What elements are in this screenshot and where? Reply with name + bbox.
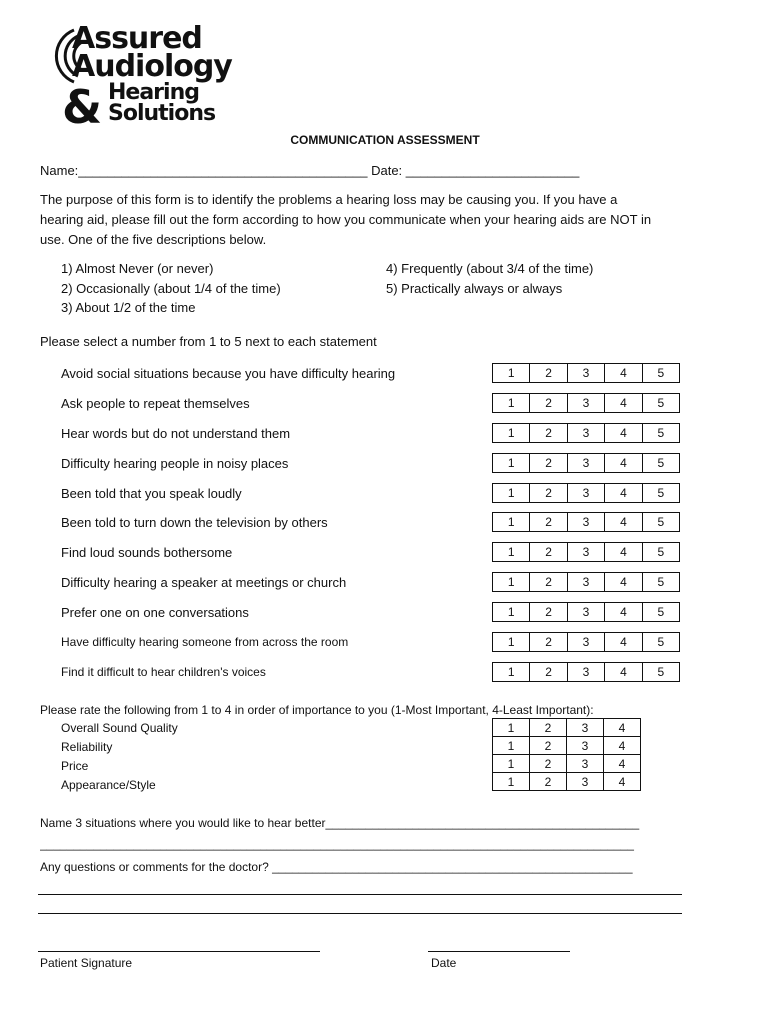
date-line[interactable] — [428, 951, 570, 952]
rating-option[interactable]: 1 — [507, 456, 515, 470]
rating-grid[interactable] — [492, 662, 680, 682]
statement-label: Have difficulty hearing someone from across the room — [61, 635, 349, 649]
rank-item-label: Overall Sound Quality — [61, 721, 178, 735]
rating-option[interactable]: 5 — [642, 424, 679, 442]
rating-option[interactable]: 5 — [642, 484, 679, 502]
rating-option[interactable]: 4 — [604, 543, 641, 561]
scale-desc-3: 3) About 1/2 of the time — [61, 300, 196, 315]
rank-row[interactable] — [493, 719, 641, 737]
rating-grid[interactable] — [492, 572, 680, 592]
rating-option[interactable]: 4 — [604, 513, 641, 531]
scale-desc-4: 4) Frequently (about 3/4 of the time) — [386, 261, 594, 276]
rating-option[interactable]: 1 — [507, 545, 515, 559]
rank-option[interactable]: 1 — [493, 719, 530, 737]
rating-option[interactable]: 4 — [604, 663, 641, 681]
rank-option[interactable]: 4 — [604, 719, 641, 737]
rating-option[interactable]: 5 — [642, 543, 679, 561]
rating-grid[interactable] — [492, 453, 680, 473]
scale-desc-1: 1) Almost Never (or never) — [61, 261, 214, 276]
signature-label: Patient Signature — [40, 956, 133, 970]
scale-desc-5: 5) Practically always or always — [386, 281, 563, 296]
statement-label: Ask people to repeat themselves — [61, 396, 250, 411]
rank-row[interactable] — [493, 755, 641, 773]
rank-row[interactable] — [493, 773, 641, 791]
rating-option[interactable]: 1 — [507, 486, 515, 500]
rating-option[interactable]: 5 — [642, 454, 679, 472]
intro-paragraph: The purpose of this form is to identify the problems a hearing loss may be causing you. If you have a hearing aid, please fill out the form according to how you communicate when your hearing aids are NOT in use. One of the five descriptions below. — [40, 192, 652, 247]
rank-option[interactable]: 2 — [530, 755, 567, 773]
rating-grid[interactable] — [492, 602, 680, 622]
rank-option[interactable]: 3 — [567, 719, 604, 737]
rating-option[interactable]: 2 — [529, 364, 566, 382]
rating-option[interactable]: 5 — [642, 663, 679, 681]
rank-option[interactable]: 3 — [567, 755, 604, 773]
rating-option[interactable]: 2 — [529, 543, 566, 561]
rating-option[interactable]: 1 — [507, 366, 515, 380]
questions-field[interactable]: Any questions or comments for the doctor? ______________________________________________________ — [40, 860, 633, 874]
rating-option[interactable]: 1 — [507, 396, 515, 410]
logo-line-audiology: Audiology — [72, 49, 232, 84]
rank-option[interactable]: 3 — [567, 737, 604, 755]
rank-option[interactable]: 3 — [567, 773, 604, 791]
rank-option[interactable]: 1 — [493, 773, 530, 791]
rating-option[interactable]: 3 — [567, 663, 604, 681]
comment-line-2[interactable] — [38, 913, 682, 914]
rank-option[interactable]: 2 — [530, 737, 567, 755]
rating-option[interactable]: 5 — [642, 633, 679, 651]
rating-option[interactable]: 1 — [507, 665, 515, 679]
logo-line-assured: Assured — [72, 21, 202, 56]
rank-row[interactable] — [493, 737, 641, 755]
rating-option[interactable]: 4 — [604, 454, 641, 472]
rating-option[interactable]: 4 — [604, 573, 641, 591]
rating-option[interactable]: 3 — [567, 513, 604, 531]
statement-label: Difficulty hearing a speaker at meetings or church — [61, 575, 347, 590]
rating-option[interactable]: 1 — [507, 515, 515, 529]
page-title: COMMUNICATION ASSESSMENT — [290, 133, 480, 147]
comment-line-1[interactable] — [38, 894, 682, 895]
rating-option[interactable]: 2 — [529, 394, 566, 412]
signature-line[interactable] — [38, 951, 320, 952]
rating-option[interactable]: 3 — [567, 424, 604, 442]
rank-item-label: Price — [61, 759, 89, 773]
situations-field[interactable]: Name 3 situations where you would like to hear better_______________________________________________ — [40, 816, 640, 830]
rating-option[interactable]: 3 — [567, 364, 604, 382]
name-date-field[interactable]: Name:________________________________________ Date: ________________________ — [40, 163, 580, 178]
rank-option[interactable]: 2 — [530, 773, 567, 791]
rating-grid[interactable] — [492, 512, 680, 532]
rank-option[interactable]: 4 — [604, 773, 641, 791]
statement-label: Avoid social situations because you have difficulty hearing — [61, 366, 396, 381]
rating-option[interactable]: 3 — [567, 573, 604, 591]
rating-option[interactable]: 3 — [567, 543, 604, 561]
rating-option[interactable]: 1 — [507, 605, 515, 619]
rating-option[interactable]: 1 — [507, 635, 515, 649]
situations-field-line2[interactable]: _________________________________________________________________________________________ — [40, 837, 634, 851]
rating-option[interactable]: 5 — [642, 573, 679, 591]
rating-option[interactable]: 1 — [507, 426, 515, 440]
rating-option[interactable]: 5 — [642, 394, 679, 412]
statement-label: Hear words but do not understand them — [61, 426, 291, 441]
rating-option[interactable]: 3 — [567, 603, 604, 621]
statement-label: Find it difficult to hear children's voices — [61, 665, 266, 679]
rank-item-label: Reliability — [61, 740, 113, 754]
rating-option[interactable]: 2 — [529, 484, 566, 502]
rating-option[interactable]: 2 — [529, 573, 566, 591]
rating-grid[interactable] — [492, 542, 680, 562]
statement-label: Difficulty hearing people in noisy places — [61, 456, 289, 471]
logo-ampersand: & — [62, 80, 102, 134]
rating-option[interactable]: 2 — [529, 603, 566, 621]
rating-option[interactable]: 2 — [529, 633, 566, 651]
rating-option[interactable]: 4 — [604, 484, 641, 502]
rating-option[interactable]: 3 — [567, 633, 604, 651]
rating-option[interactable]: 2 — [529, 424, 566, 442]
rating-grid[interactable] — [492, 423, 680, 443]
rating-option[interactable]: 5 — [642, 513, 679, 531]
rank-instruction: Please rate the following from 1 to 4 in order of importance to you (1-Most Important, 4-Least Important): — [40, 703, 594, 717]
statement-label: Been told that you speak loudly — [61, 486, 242, 501]
rating-grid[interactable] — [492, 483, 680, 503]
rating-option[interactable]: 3 — [567, 454, 604, 472]
rating-option[interactable]: 4 — [604, 603, 641, 621]
rating-option[interactable]: 5 — [642, 364, 679, 382]
rating-option[interactable]: 3 — [567, 484, 604, 502]
rank-option[interactable]: 1 — [493, 737, 530, 755]
rating-option[interactable]: 2 — [529, 513, 566, 531]
rank-grid[interactable] — [492, 718, 641, 791]
rating-grid[interactable] — [492, 363, 680, 383]
rank-option[interactable]: 1 — [493, 755, 530, 773]
logo-line-solutions: Solutions — [108, 101, 216, 126]
rating-option[interactable]: 4 — [604, 424, 641, 442]
rank-option[interactable]: 4 — [604, 737, 641, 755]
rating-option[interactable]: 4 — [604, 633, 641, 651]
statement-label: Been told to turn down the television by others — [61, 515, 328, 530]
rating-option[interactable]: 4 — [604, 394, 641, 412]
rating-option[interactable]: 5 — [642, 603, 679, 621]
rating-option[interactable]: 3 — [567, 394, 604, 412]
rating-option[interactable]: 1 — [507, 575, 515, 589]
rating-option[interactable]: 2 — [529, 454, 566, 472]
statement-label: Prefer one on one conversations — [61, 605, 249, 620]
rank-item-label: Appearance/Style — [61, 778, 156, 792]
rating-option[interactable]: 4 — [604, 364, 641, 382]
statement-label: Find loud sounds bothersome — [61, 545, 233, 560]
rating-option[interactable]: 2 — [529, 663, 566, 681]
logo-line-hearing: Hearing — [108, 80, 199, 105]
rating-grid[interactable] — [492, 632, 680, 652]
rank-option[interactable]: 4 — [604, 755, 641, 773]
rating-grid[interactable] — [492, 393, 680, 413]
date-label: Date — [431, 956, 457, 970]
scale-desc-2: 2) Occasionally (about 1/4 of the time) — [61, 281, 281, 296]
select-instruction: Please select a number from 1 to 5 next to each statement — [40, 334, 377, 349]
rank-option[interactable]: 2 — [530, 719, 567, 737]
